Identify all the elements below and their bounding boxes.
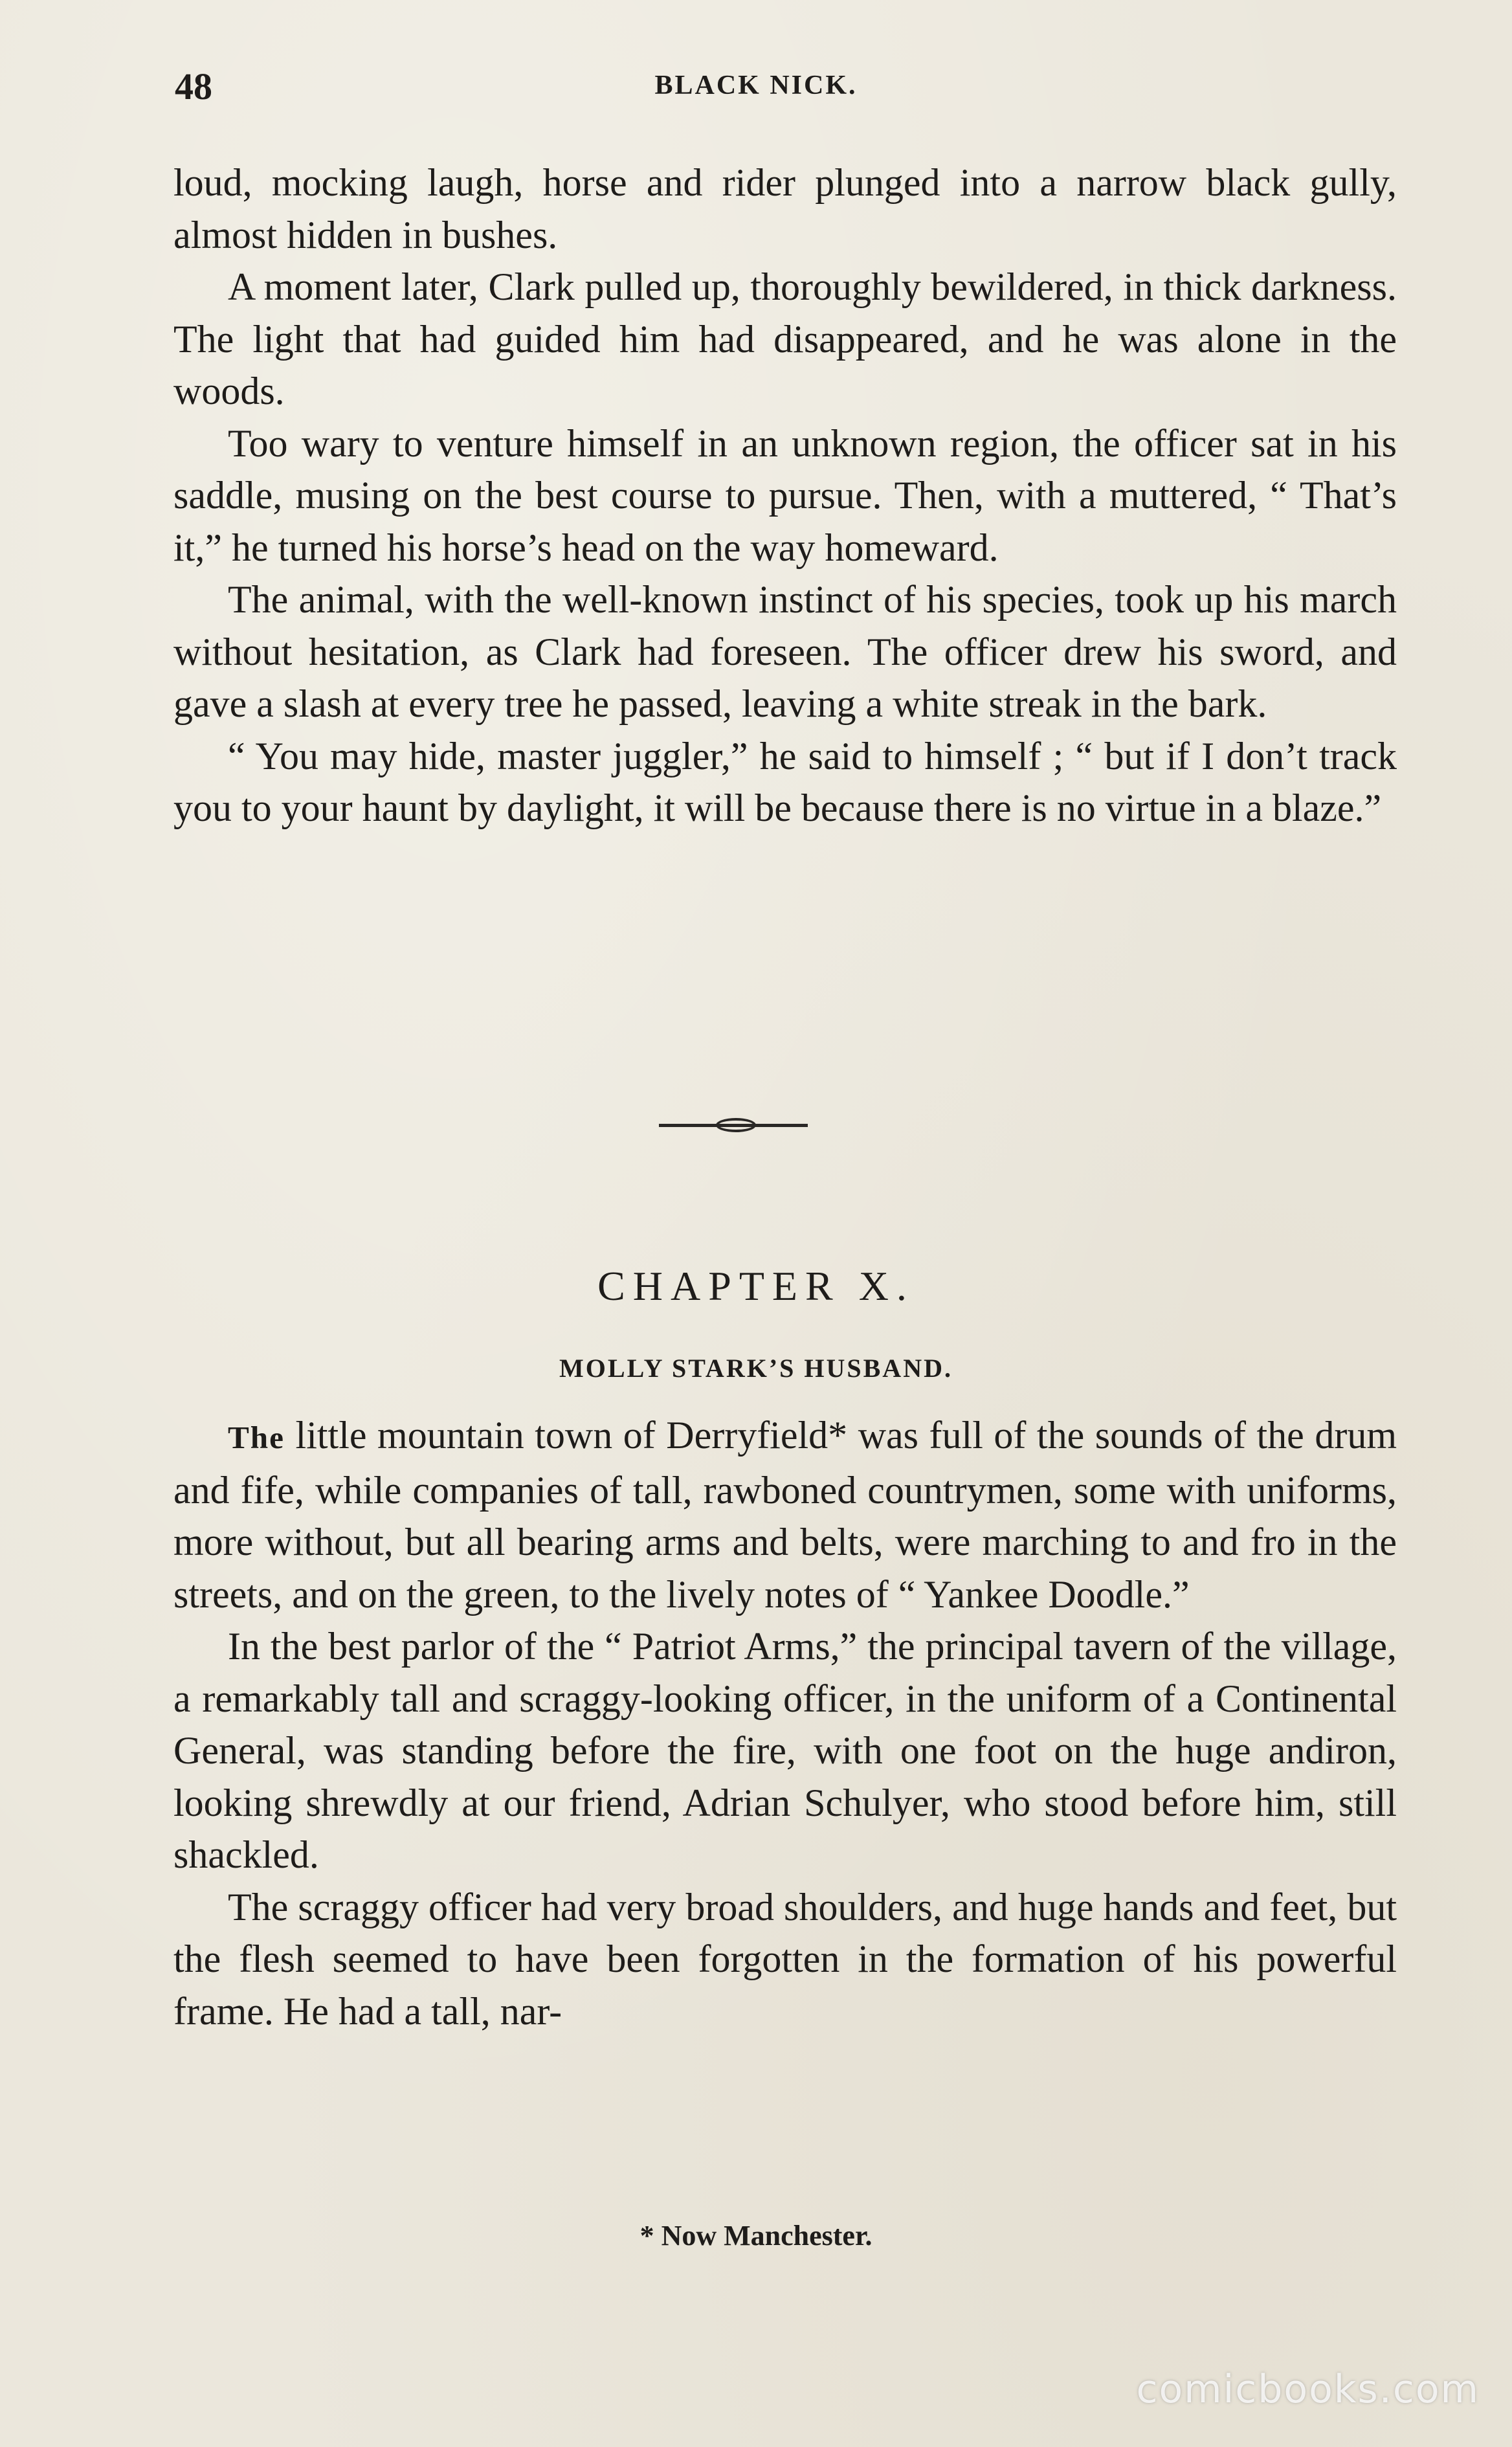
paragraph: In the best parlor of the “ Patriot Arms,” the principal tavern of the village, a remarkably tall and scraggy-looking officer, in the uniform of a Continental General, was standing before the fire, with one foot on the huge andiron, looking shrewdly at our friend, Adrian Schulyer, who stood before him, still shackled.: [173, 1625, 1397, 1876]
paragraph: The animal, with the well-known instinct of his species, took up his march without hesitation, as Clark had foreseen. The officer drew his sword, and gave a slash at every tree he passed, leaving a white streak in the bark.: [173, 578, 1397, 725]
paragraph: [173, 1409, 1397, 1620]
body-text-top: [173, 157, 1397, 834]
paragraph: The scraggy officer had very broad shoulders, and huge hands and feet, but the flesh seemed to have been forgotten in the formation of his powerful frame. He had a tall, nar-: [173, 1885, 1397, 2033]
drop-word: The: [228, 1420, 285, 1455]
paragraph: Too wary to venture himself in an unknown region, the officer sat in his saddle, musing on the best course to pursue. Then, with a muttered, “ That’s it,” he turned his horse’s head on the way homeward.: [173, 421, 1397, 569]
paragraph: “ You may hide, master juggler,” he said to himself ; “ but if I don’t track you to your haunt by daylight, it will be because there is no virtue in a blaze.”: [173, 734, 1397, 829]
chapter-subtitle: MOLLY STARK’S HUSBAND.: [559, 1354, 953, 1383]
paragraph-text: little mountain town of Derryfield* was full of the sounds of the drum and fife, while companies of tall, rawboned countrymen, some with uniforms, more without, but all bearing arms and belts, were marching to and fro in the streets, and on the green, to the lively notes of “ Yankee Doodle.”: [173, 1414, 1397, 1616]
footnote: * Now Manchester.: [639, 2220, 873, 2251]
running-head: BLACK NICK.: [654, 71, 858, 100]
paragraph: loud, mocking laugh, horse and rider plunged into a narrow black gully, almost hidden in bushes.: [173, 161, 1397, 256]
watermark: comicbooks.com: [1136, 2367, 1480, 2412]
chapter-title: CHAPTER X.: [597, 1263, 915, 1309]
section-separator: [659, 1124, 808, 1131]
body-text-bottom: [173, 1409, 1397, 2037]
paragraph: A moment later, Clark pulled up, thoroughly bewildered, in thick darkness. The light that had guided him had disappeared, and he was alone in the woods.: [173, 265, 1397, 412]
page-number: 48: [175, 65, 212, 107]
